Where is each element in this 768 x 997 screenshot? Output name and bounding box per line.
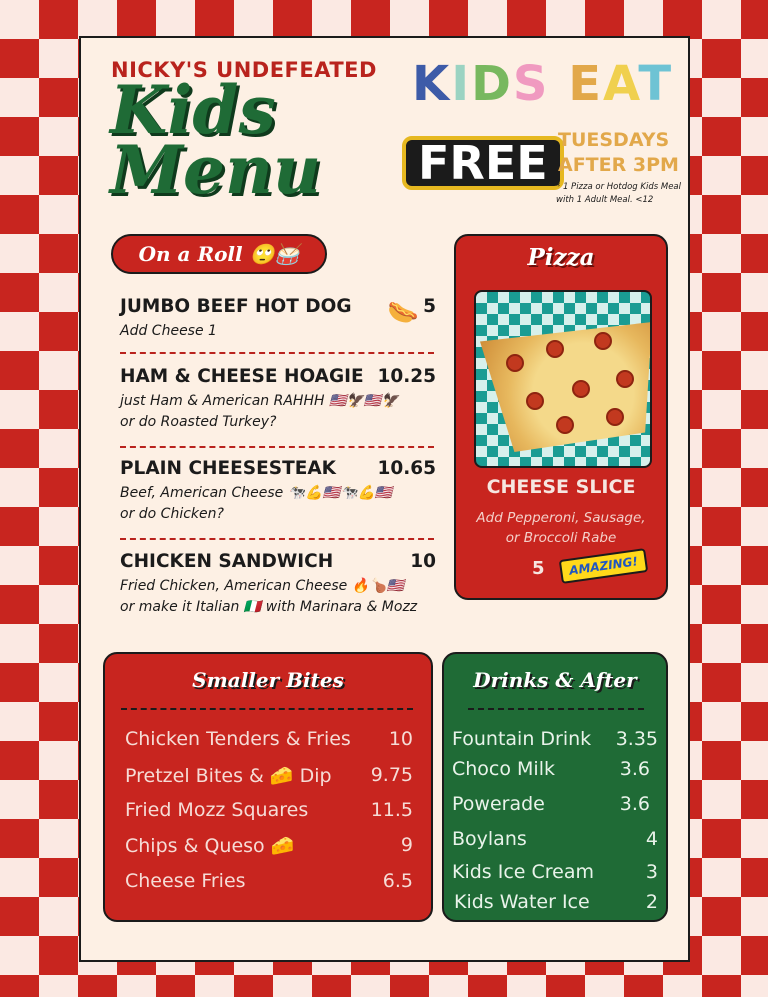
kids-eat-heading [412, 56, 673, 112]
promo-fine-print: * 1 Pizza or Hotdog Kids Meal with 1 Adult Meal. <12 [556, 182, 681, 205]
menu-item [120, 366, 436, 433]
list-item [452, 758, 650, 780]
menu-title [110, 71, 322, 209]
item-name: JUMBO BEEF HOT DOG [120, 296, 352, 317]
list-item [125, 764, 413, 787]
pizza-card [454, 234, 668, 600]
kids-eat-letter: S [512, 56, 550, 112]
item-name: Powerade [452, 793, 545, 815]
pepperoni [556, 416, 574, 434]
desc-line: or make it Italian 🇮🇹 with Marinara & Mozz [120, 599, 418, 615]
item-name: Choco Milk [452, 758, 555, 780]
item-name: Chicken Tenders & Fries [125, 728, 351, 750]
kids-eat-letter: I [451, 56, 472, 112]
kids-eat-letter: K [412, 56, 452, 112]
item-price: 4 [645, 828, 658, 850]
desc-line: or Broccoli Rabe [505, 530, 617, 546]
kids-eat-letter [549, 56, 568, 112]
divider [120, 538, 434, 540]
item-name: Kids Water Ice [454, 891, 590, 913]
pizza-photo [474, 290, 652, 468]
item-price: 9.75 [370, 764, 413, 786]
title-line-kids: Kids [110, 71, 276, 149]
divider [468, 708, 644, 710]
on-a-roll-heading: On a Roll 🙄🥁 [111, 234, 327, 274]
list-item [454, 891, 658, 913]
menu-item [120, 551, 436, 618]
free-badge: FREE [402, 136, 564, 190]
item-price: 10.25 [377, 366, 436, 387]
item-description [120, 483, 436, 525]
drinks-heading: Drinks & After [473, 668, 637, 692]
pepperoni [616, 370, 634, 388]
item-price: 3.35 [615, 728, 658, 750]
item-price: 3.6 [619, 758, 650, 780]
kids-eat-letter: T [638, 56, 674, 112]
desc-line: Add Pepperoni, Sausage, [476, 510, 646, 526]
item-price: 10.65 [377, 458, 436, 479]
promo-day: TUESDAYS [558, 129, 670, 151]
item-name: Cheese Fries [125, 870, 246, 892]
item-name: HAM & CHEESE HOAGIE [120, 366, 364, 387]
item-price: 2 [645, 891, 658, 913]
item-price: 3.6 [619, 793, 650, 815]
kids-eat-letter: E [568, 56, 603, 112]
desc-line: Fried Chicken, American Cheese 🔥🍗🇺🇸 [120, 578, 404, 594]
item-price: 3 [645, 861, 658, 883]
item-name: Chips & Queso 🧀 [125, 835, 295, 857]
item-price: 9 [400, 834, 413, 856]
desc-line: or do Roasted Turkey? [120, 414, 277, 430]
desc-line: just Ham & American RAHHH 🇺🇸🦅🇺🇸🦅 [120, 393, 399, 409]
pizza-price: 5 [532, 558, 545, 579]
drinks-card [442, 652, 668, 922]
desc-line: Beef, American Cheese 🐄💪🇺🇸🐄💪🇺🇸 [120, 485, 393, 501]
list-item [125, 870, 413, 892]
item-name: Pretzel Bites & 🧀 Dip [125, 765, 332, 787]
item-name: Fountain Drink [452, 728, 592, 750]
pepperoni [526, 392, 544, 410]
smaller-bites-card [103, 652, 433, 922]
hotdog-icon: 🌭 [385, 295, 421, 329]
smaller-bites-heading: Smaller Bites [192, 668, 344, 692]
pizza-description [456, 508, 666, 548]
list-item [125, 799, 413, 821]
promo-time: AFTER 3PM [558, 154, 679, 176]
list-item [452, 828, 658, 850]
menu-item [120, 458, 436, 525]
item-name: Boylans [452, 828, 527, 850]
list-item [452, 861, 658, 883]
list-item [452, 728, 658, 750]
desc-line: or do Chicken? [120, 506, 224, 522]
item-price: 11.5 [370, 799, 413, 821]
item-description [120, 576, 436, 618]
menu-item [120, 296, 436, 342]
pizza-heading: Pizza [527, 244, 595, 271]
divider [121, 708, 413, 710]
list-item [125, 728, 413, 750]
pepperoni [506, 354, 524, 372]
item-description [120, 391, 436, 433]
list-item [125, 834, 413, 857]
promo-schedule [558, 128, 679, 178]
divider [120, 352, 434, 354]
kids-eat-letter: D [471, 56, 513, 112]
pepperoni [594, 332, 612, 350]
amazing-sticker: AMAZING! [559, 548, 649, 584]
restaurant-name: NICKY'S UNDEFEATED [111, 58, 377, 82]
item-price: 5 [423, 296, 436, 317]
pepperoni [572, 380, 590, 398]
pepperoni [606, 408, 624, 426]
pizza-item-name: CHEESE SLICE [486, 476, 636, 498]
title-line-menu: Menu [110, 131, 322, 209]
item-description: Add Cheese 1 [120, 323, 217, 339]
item-name: Fried Mozz Squares [125, 799, 309, 821]
list-item [452, 793, 650, 815]
item-name: PLAIN CHEESESTEAK [120, 458, 337, 479]
item-price: 10 [388, 728, 413, 750]
item-price: 6.5 [382, 870, 413, 892]
kids-eat-letter: A [603, 56, 639, 112]
item-name: CHICKEN SANDWICH [120, 551, 334, 572]
item-name: Kids Ice Cream [452, 861, 595, 883]
divider [120, 446, 434, 448]
item-price: 10 [410, 551, 436, 572]
pepperoni [546, 340, 564, 358]
